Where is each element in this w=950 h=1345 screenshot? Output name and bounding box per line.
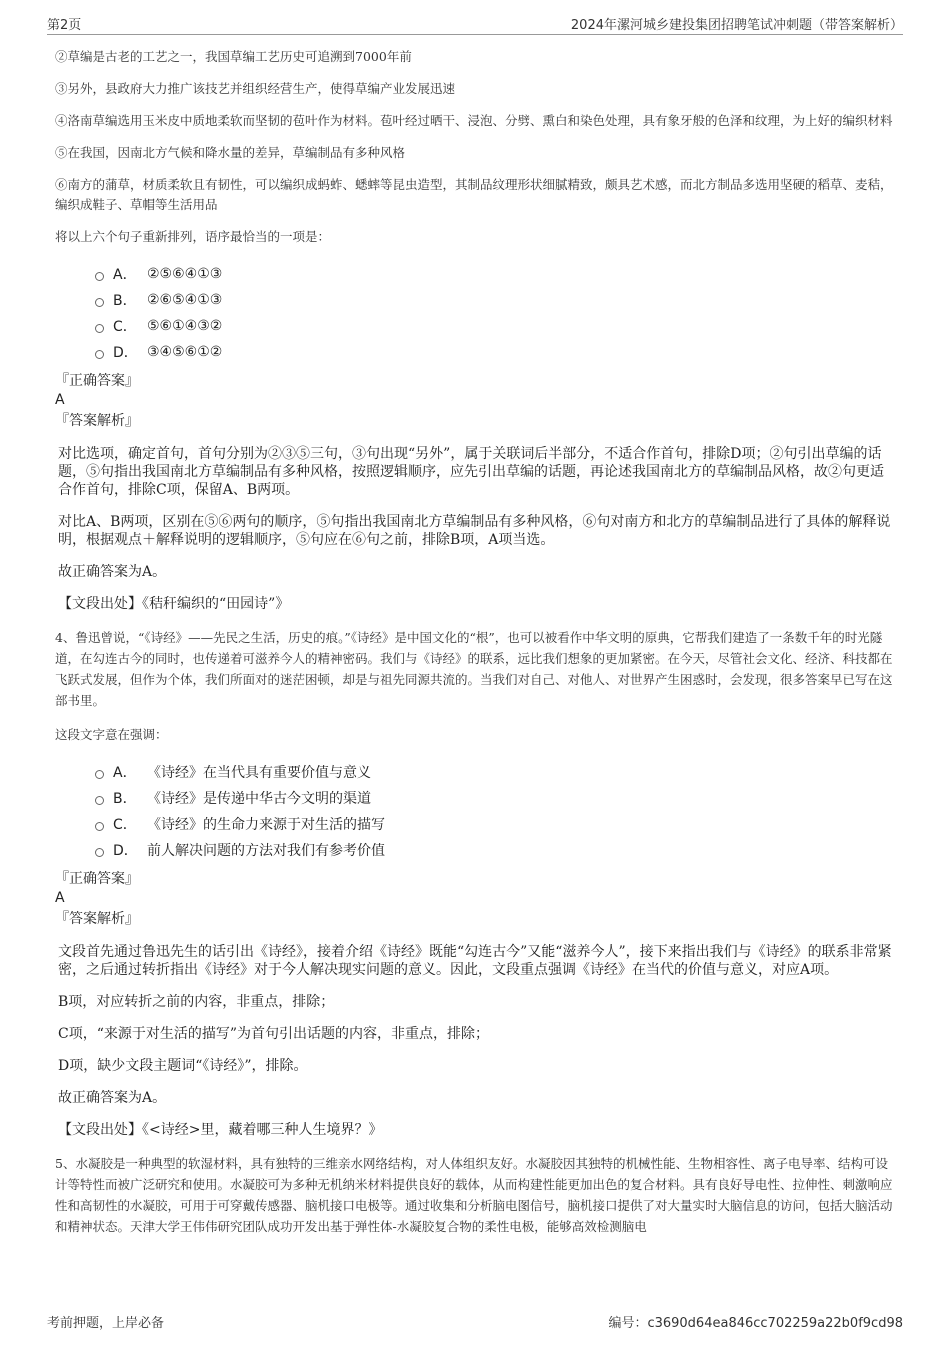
q3-prompt: 将以上六个句子重新排列，语序最恰当的一项是： [55,229,331,244]
q4-analysis-b: B项，对应转折之前的内容，非重点，排除； [58,994,335,1010]
option-letter: C． [113,319,137,335]
q4-option-d[interactable] [95,837,895,863]
q3-option-c[interactable] [95,313,895,339]
option-letter: C． [113,817,137,833]
q3-analysis-conclusion: 故正确答案为A。 [58,564,167,580]
q3-sentence-2: ②草编是古老的工艺之一，我国草编工艺历史可追溯到7000年前 [55,49,412,64]
q4-stem: 4、鲁迅曾说，“《诗经》——先民之生活，历史的痕。”《诗经》是中国文化的“根”，也可以被看作中华文明的原典，它帮我们建造了一条数千年的时光隧道，在勾连古今的同时，也传递着可滋养今人的精神密码。我们与《诗经》的联系，远比我们想象的更加紧密。在今天，尽管社会文化、经济、科技都在飞跃式发展，但作为个体，我们所面对的迷茫困顿，却是与祖先同源共流的。当我们对自己、对他人、对世界产生困惑时，会发现，很多答案早已写在这部书里。 [55,630,893,708]
option-letter: D． [113,345,138,361]
q3-analysis-para-2: 对比A、B两项，区别在⑤⑥两句的顺序，⑤句指出我国南北方草编制品有多种风格，⑥句对南方和北方的草编制品进行了具体的解释说明，根据观点＋解释说明的逻辑顺序，⑤句应在⑥句之前，排除B项，A项当选。 [58,514,891,548]
q4-options [95,759,895,863]
q4-prompt: 这段文字意在强调： [55,727,168,742]
option-letter: A． [113,765,137,781]
q3-source: 【文段出处】《秸秆编织的“田园诗”》 [58,596,290,612]
q3-option-a[interactable] [95,261,895,287]
option-text: 《诗经》在当代具有重要价值与意义 [147,765,371,781]
q3-sentence-4: ④洛南草编选用玉米皮中质地柔软而坚韧的苞叶作为材料。苞叶经过晒干、浸泡、分劈、熏白和染色处理，具有象牙般的色泽和纹理，为上好的编织材料 [55,113,893,128]
document-id: 编号：c3690d64ea846cc702259a22b0f9cd98 [608,1316,903,1331]
q4-analysis-conclusion: 故正确答案为A。 [58,1090,167,1106]
q3-answer-value: A [55,392,65,408]
q4-analysis-d: D项，缺少文段主题词“《诗经》”，排除。 [58,1058,308,1074]
radio-button-icon[interactable] [95,796,104,805]
q3-option-b[interactable] [95,287,895,313]
q3-analysis-para-1: 对比选项，确定首句，首句分别为②③⑤三句，③句出现“另外”，属于关联词后半部分，不适合作首句，排除D项；②句引出草编的话题，⑤句指出我国南北方草编制品有多种风格，按照逻辑顺序，应先引出草编的话题，再论述我国南北方的草编制品风格，故②句更适合作首句，排除C项，保留A、B两项。 [58,446,884,498]
q3-option-d[interactable] [95,339,895,365]
radio-button-icon[interactable] [95,848,104,857]
q3-sentence-3: ③另外，县政府大力推广该技艺并组织经营生产，使得草编产业发展迅速 [55,81,456,96]
option-letter: B． [113,293,137,309]
q4-analysis-para-1: 文段首先通过鲁迅先生的话引出《诗经》，接着介绍《诗经》既能“勾连古今”又能“滋养今人”，接下来指出我们与《诗经》的联系非常紧密，之后通过转折指出《诗经》对于今人解决现实问题的意义。因此，文段重点强调《诗经》在当代的价值与意义，对应A项。 [58,944,892,978]
option-text: 前人解决问题的方法对我们有参考价值 [147,843,385,859]
q4-answer-value: A [55,890,65,906]
option-text: ③④⑤⑥①② [147,344,223,360]
option-text: ⑤⑥①④③② [147,318,223,334]
q3-sentence-5: ⑤在我国，因南北方气候和降水量的差异，草编制品有多种风格 [55,145,406,160]
q4-analysis-label: 『答案解析』 [55,911,139,927]
radio-button-icon[interactable] [95,350,104,359]
document-title: 2024年漯河城乡建投集团招聘笔试冲刺题（带答案解析） [570,18,903,33]
page-header [47,12,903,35]
q4-answer-label: 『正确答案』 [55,871,139,887]
option-text: 《诗经》的生命力来源于对生活的描写 [147,817,385,833]
radio-button-icon[interactable] [95,324,104,333]
q4-option-c[interactable] [95,811,895,837]
q4-option-b[interactable] [95,785,895,811]
option-letter: B． [113,791,137,807]
page-number: 第2页 [47,18,82,33]
q3-answer-label: 『正确答案』 [55,373,139,389]
radio-button-icon[interactable] [95,822,104,831]
option-letter: D． [113,843,138,859]
q5-stem: 5、水凝胶是一种典型的软湿材料，具有独特的三维亲水网络结构，对人体组织友好。水凝胶因其独特的机械性能、生物相容性、离子电导率、结构可设计等特性而被广泛研究和使用。水凝胶可为多种无机纳米材料提供良好的载体，从而构建性能更加出色的复合材料。具有良好导电性、拉伸性、刺激响应性和高韧性的水凝胶，可用于可穿戴传感器、脑机接口电极等。通过收集和分析脑电图信号，脑机接口提供了对大量实时大脑信息的访问，包括大脑活动和精神状态。天津大学王伟伟研究团队成功开发出基于弹性体-水凝胶复合物的柔性电极，能够高效检测脑电 [55,1156,893,1234]
radio-button-icon[interactable] [95,272,104,281]
q3-sentence-6: ⑥南方的蒲草，材质柔软且有韧性，可以编织成蚂蚱、蟋蟀等昆虫造型，其制品纹理形状细腻精致，颇具艺术感，而北方制品多选用坚硬的稻草、麦秸，编织成鞋子、草帽等生活用品 [55,177,893,212]
q4-analysis-c: C项，“来源于对生活的描写”为首句引出话题的内容，非重点，排除； [58,1026,490,1042]
footer-slogan: 考前押题，上岸必备 [47,1316,165,1331]
option-text: ②⑤⑥④①③ [147,266,223,282]
q3-options [95,261,895,365]
option-letter: A． [113,267,137,283]
q3-analysis-label: 『答案解析』 [55,413,139,429]
radio-button-icon[interactable] [95,770,104,779]
option-text: ②⑥⑤④①③ [147,292,223,308]
radio-button-icon[interactable] [95,298,104,307]
q4-source: 【文段出处】《<诗经>里，藏着哪三种人生境界？》 [58,1122,383,1138]
document-body [55,47,895,1251]
q4-option-a[interactable] [95,759,895,785]
page-footer [47,1312,903,1332]
option-text: 《诗经》是传递中华古今文明的渠道 [147,791,371,807]
